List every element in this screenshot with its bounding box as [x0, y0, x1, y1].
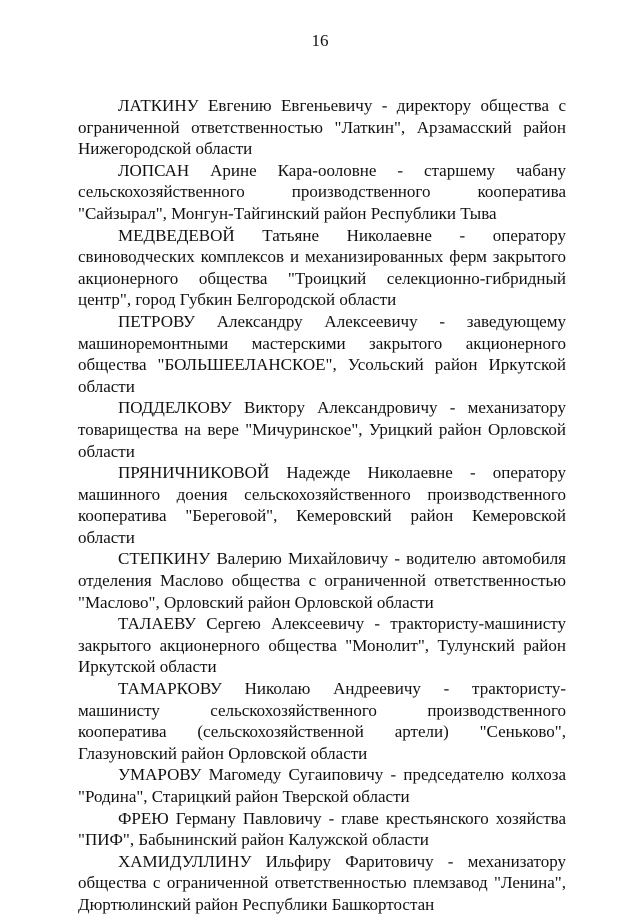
awardee-entry: МЕДВЕДЕВОЙ Татьяне Николаевне - оператору свиноводческих комплексов и механизированных ферм закрытого акционерного общества "Троицкий селекционно-гибридный центр", город Губкин Белгородской области — [78, 225, 566, 310]
page-number: 16 — [311, 31, 329, 50]
awardee-entry: УМАРОВУ Магомеду Сугаиповичу - председателю колхоза "Родина", Старицкий район Тверской области — [78, 765, 566, 806]
awardee-entry: ФРЕЮ Герману Павловичу - главе крестьянского хозяйства "ПИФ", Бабынинский район Калужской области — [78, 808, 566, 850]
awardee-entry: ПОДДЕЛКОВУ Виктору Александровичу - механизатору товарищества на вере "Мичуринское", Урицкий район Орловской области — [78, 398, 566, 461]
awardee-entry: ТАЛАЕВУ Сергею Алексеевичу - трактористу-машинисту закрытого акционерного общества "Монолит", Тулунский район Иркутской области — [78, 614, 566, 677]
awardee-entry: СТЕПКИНУ Валерию Михайловичу - водителю автомобиля отделения Маслово общества с ограниченной ответственностью "Маслово", Орловский район Орловской области — [78, 549, 566, 612]
awardee-entry: ЛОПСАН Арине Кара-ооловне - старшему чабану сельскохозяйственного производственного кооператива "Сайзырал", Монгун-Тайгинский район Республики Тыва — [78, 160, 566, 223]
awardee-entry: ЛАТКИНУ Евгению Евгеньевичу - директору общества с ограниченной ответственностью "Латкин", Арзамасский район Нижегородской области — [78, 96, 566, 159]
awardee-entry: ХАМИДУЛЛИНУ Ильфиру Фаритовичу - механизатору общества с ограниченной ответственностью племзавод "Ленина", Дюртюлинский район Республики Башкортостан — [78, 851, 566, 914]
awardee-list — [78, 95, 566, 916]
awardee-entry: ТАМАРКОВУ Николаю Андреевичу - трактористу-машинисту сельскохозяйственного производственного кооператива (сельскохозяйственной артели) "Сеньково", Глазуновский район Орловской области — [78, 679, 566, 763]
awardee-entry: ПЕТРОВУ Александру Алексеевичу - заведующему машиноремонтными мастерскими закрытого акционерного общества "БОЛЬШЕЕЛАНСКОЕ", Усольский район Иркутской области — [78, 311, 566, 396]
awardee-entry: ПРЯНИЧНИКОВОЙ Надежде Николаевне - оператору машинного доения сельскохозяйственного производственного кооператива "Береговой", Кемеровский район Кемеровской области — [78, 463, 566, 547]
